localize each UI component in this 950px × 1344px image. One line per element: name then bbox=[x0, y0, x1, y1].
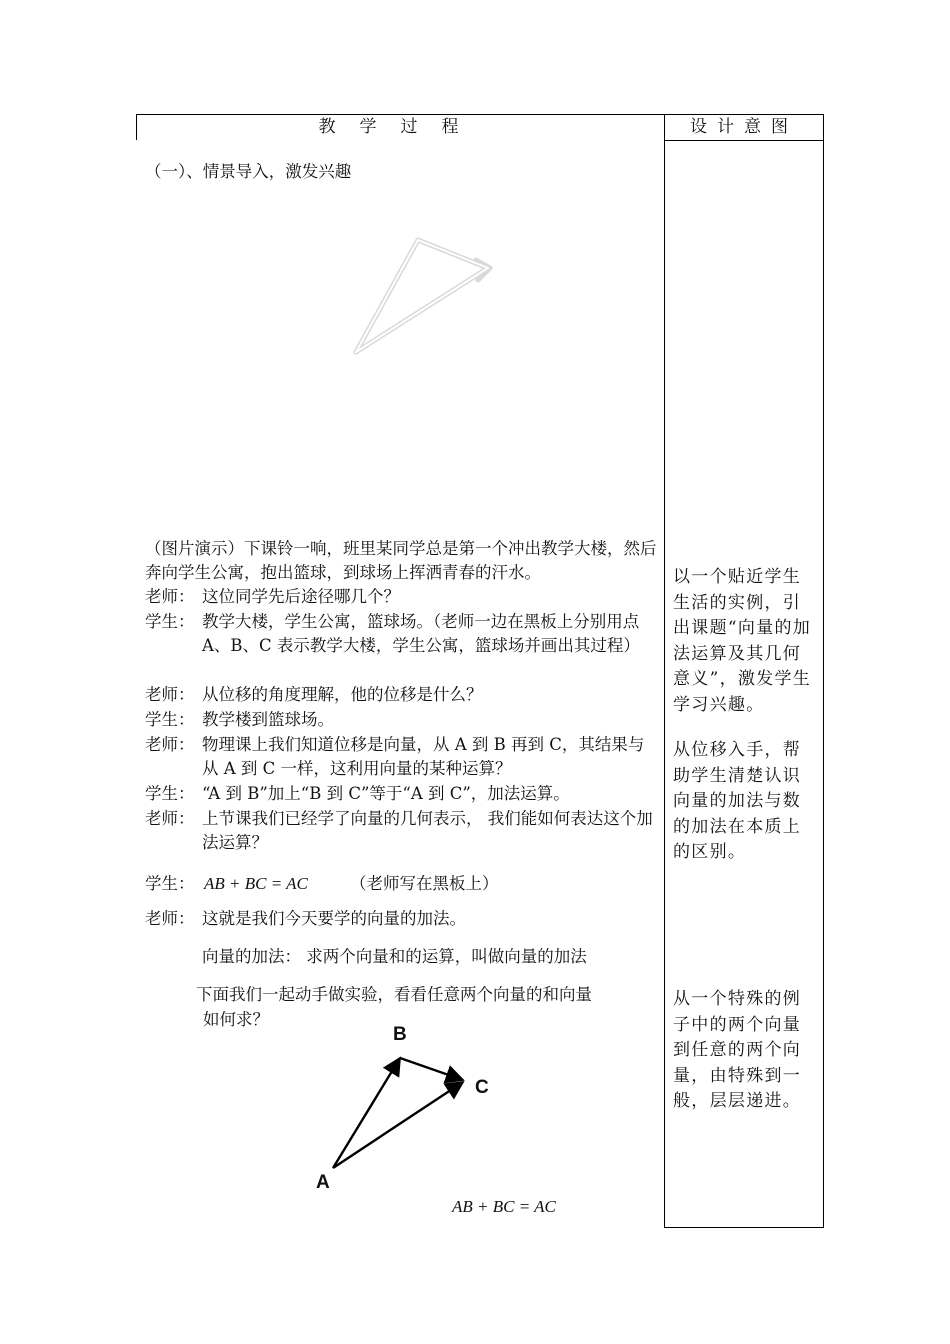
speaker: 学生： bbox=[145, 612, 195, 631]
intro-text: （图片演示）下课铃一响，班里某同学总是第一个冲出教学大楼，然后奔向学生公寓，抱出篮球，到球场上挥洒青春的汗水。 bbox=[145, 539, 657, 582]
definition: 向量的加法： 求两个向量和的运算，叫做向量的加法 bbox=[202, 947, 587, 966]
speaker: 老师： bbox=[145, 587, 195, 606]
speaker: 老师： bbox=[145, 909, 195, 928]
vector-bc bbox=[400, 1058, 463, 1080]
speech: 上节课我们已经学了向量的几何表示， 我们能如何表达这个加法运算？ bbox=[202, 809, 653, 852]
section-title: （一）、情景导入，激发兴趣 bbox=[145, 162, 352, 181]
speech: 从位移的角度理解，他的位移是什么？ bbox=[202, 685, 483, 704]
student-formula-speaker: 学生： bbox=[145, 874, 195, 893]
intent-paragraph-3: 从一个特殊的例子中的两个向量到任意的两个向量，由特殊到一般，层层递进。 bbox=[673, 989, 802, 1111]
speaker: 学生： bbox=[145, 784, 195, 803]
speech: 这位同学先后途径哪几个？ bbox=[202, 587, 400, 606]
student-formula-note: （老师写在黑板上） bbox=[350, 874, 499, 893]
vector-ab bbox=[333, 1058, 400, 1168]
student-formula: AB + BC = AC bbox=[204, 874, 308, 893]
point-label-c: C bbox=[475, 1077, 489, 1098]
point-label-a: A bbox=[316, 1172, 330, 1193]
vector-ac bbox=[333, 1082, 463, 1168]
speaker: 学生： bbox=[145, 710, 195, 729]
speech: “A 到 B”加上“B 到 C”等于“A 到 C”，加法运算。 bbox=[202, 784, 570, 803]
header-teaching-process: 教学过程 bbox=[318, 117, 483, 137]
speaker: 老师： bbox=[145, 809, 195, 828]
experiment-line-1: 下面我们一起动手做实验，看看任意两个向量的和向量 bbox=[196, 985, 592, 1004]
header-design-intent: 设计意图 bbox=[690, 117, 798, 137]
diagram-formula: AB + BC = AC bbox=[452, 1197, 556, 1216]
speech: 这就是我们今天要学的向量的加法。 bbox=[202, 909, 466, 928]
speaker: 老师： bbox=[145, 685, 195, 704]
intent-paragraph-1: 以一个贴近学生生活的实例，引出课题“向量的加法运算及其几何意义”，激发学生学习兴趣。 bbox=[673, 567, 812, 715]
speech: 物理课上我们知道位移是向量，从 A 到 B 再到 C，其结果与从 A 到 C 一样，这利用向量的某种运算？ bbox=[202, 735, 645, 778]
speech: 教学大楼，学生公寓，篮球场。（老师一边在黑板上分别用点 A、B、C 表示教学大楼，学生公寓，篮球场并画出其过程） bbox=[202, 612, 640, 655]
speech: 教学楼到篮球场。 bbox=[202, 710, 334, 729]
speaker: 老师： bbox=[145, 735, 195, 754]
intent-paragraph-2: 从位移入手，帮助学生清楚认识向量的加法与数的加法在本质上的区别。 bbox=[673, 740, 802, 862]
point-label-b: B bbox=[393, 1024, 407, 1045]
experiment-line-2: 如何求？ bbox=[203, 1010, 269, 1029]
